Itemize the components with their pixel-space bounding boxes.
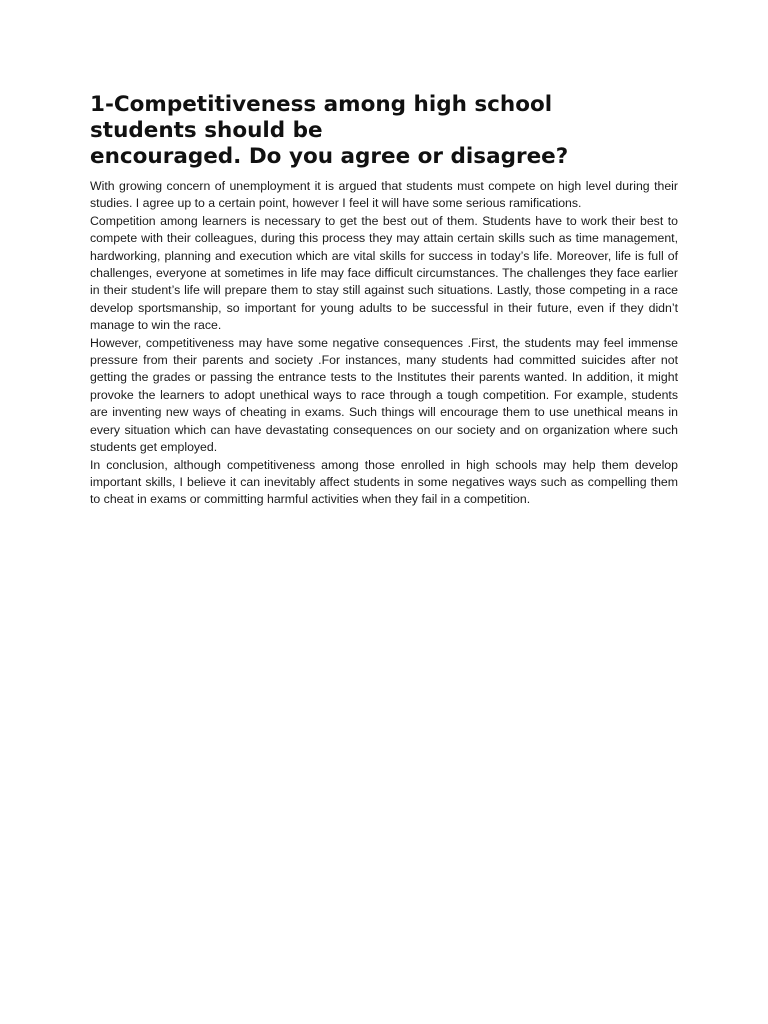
paragraph-conclusion: In conclusion, although competitiveness among those enrolled in high schools may help them develop important skills, I believe it can inevitably affect students in some negatives ways such as compelling them to cheat in exams or committing harmful activities when they fail in a competition. <box>90 457 678 507</box>
document-body <box>90 92 678 509</box>
title-line-3: encouraged. Do you agree or disagree? <box>90 144 569 169</box>
paragraph-advantages: Competition among learners is necessary to get the best out of them. Students have to work their best to compete with their colleagues, during this process they may attain certain skills such as time management, hardworking, planning and execution which are vital skills for success in today’s life. Moreover, life is full of challenges, everyone at sometimes in life may face difficult circumstances. The challenges they face earlier in their student’s life will prepare them to stay still against such situations. Lastly, those competing in a race develop sportsmanship, so important for young adults to be successful in their future, even if they didn’t manage to win the race. <box>90 213 678 333</box>
paragraph-disadvantages: However, competitiveness may have some negative consequences .First, the students may feel immense pressure from their parents and society .For instances, many students had committed suicides after not getting the grades or passing the entrance tests to the Institutes their parents wanted. In addition, it might provoke the learners to adopt unethical ways to race through a tough competition. For example, students are inventing new ways of cheating in exams. Such things will encourage them to use unethical means in every situation which can have devastating consequences on our society and on organization where such students get employed. <box>90 335 678 455</box>
essay-title <box>90 92 678 170</box>
paragraph-introduction: With growing concern of unemployment it is argued that students must compete on high level during their studies. I agree up to a certain point, however I feel it will have some serious ramifications. <box>90 179 678 211</box>
title-line-2: students should be <box>90 118 323 143</box>
title-line-1: 1-Competitiveness among high school <box>90 92 553 117</box>
